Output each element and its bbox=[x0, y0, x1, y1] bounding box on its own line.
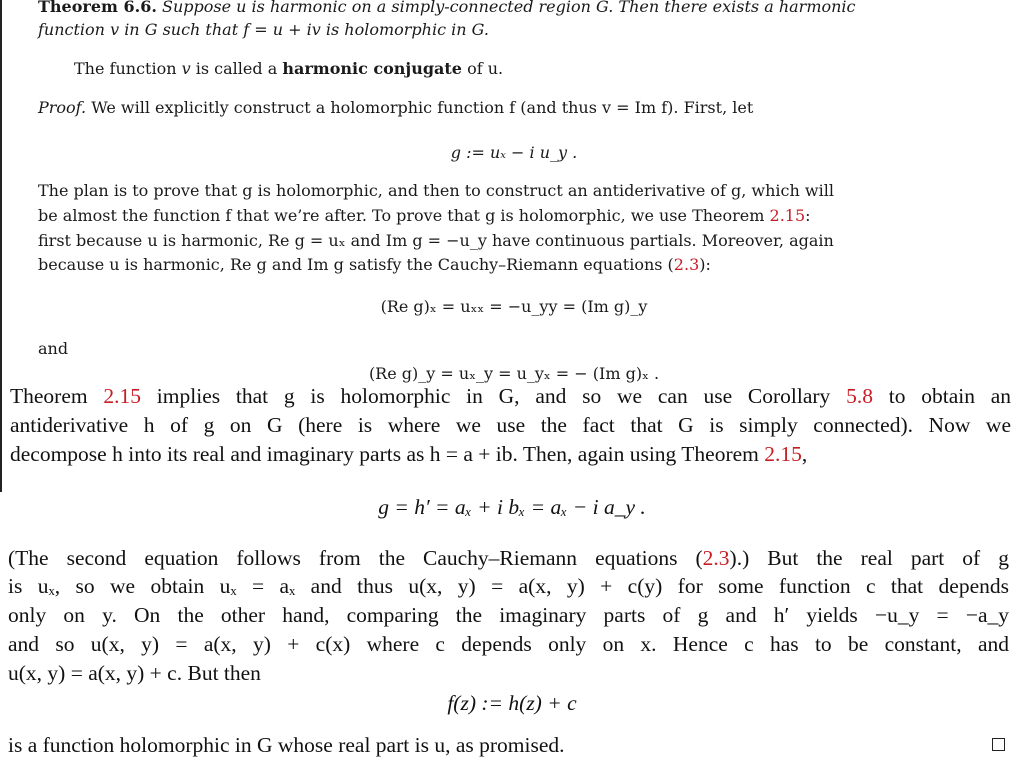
para3-line-2: is uₓ, so we obtain uₓ = aₓ and thus u(x, y) = a(x, y) + c(y) for some function c that depends bbox=[8, 574, 1009, 598]
theorem-ref-link-2[interactable]: 2.15 bbox=[103, 384, 142, 408]
final-line: is a function holomorphic in G whose real part is u, as promised. bbox=[8, 733, 565, 757]
para3-line-5: u(x, y) = a(x, y) + c. But then bbox=[8, 661, 261, 685]
theorem-statement-1: Suppose u is harmonic on a simply-connected region G. Then there exists a harmonic bbox=[162, 0, 856, 16]
para1-line-1: The plan is to prove that g is holomorphic, and then to construct an antiderivative of g, which will bbox=[38, 181, 834, 200]
para1-line-3: first because u is harmonic, Re g = uₓ and Im g = −u_y have continuous partials. Moreover, again bbox=[38, 231, 834, 250]
para1-line-4-end: ): bbox=[699, 255, 711, 274]
equation-cr2: (Re g)_y = uₓ_y = u_yₓ = − (Im g)ₓ . bbox=[368, 364, 660, 383]
para3-line-1 bbox=[8, 546, 1009, 571]
equation-ref-link-2[interactable]: 2.3 bbox=[702, 546, 730, 570]
definition-term: harmonic conjugate bbox=[282, 59, 462, 78]
definition-middle: is called a bbox=[195, 59, 278, 78]
para1-line-2-end: : bbox=[805, 206, 811, 225]
para2-line-3 bbox=[10, 442, 807, 467]
para3-line-1-b: ).) But the real part of g bbox=[729, 546, 1009, 570]
para2-line-3-a: decompose h into its real and imaginary parts as h = a + ib. Then, again using Theorem bbox=[10, 442, 759, 466]
para1-line-4-text: because u is harmonic, Re g and Im g satisfy the Cauchy–Riemann equations ( bbox=[38, 255, 674, 274]
qed-box-icon bbox=[992, 738, 1005, 751]
theorem-label: Theorem 6.6. bbox=[38, 0, 157, 16]
para3-line-1-a: (The second equation follows from the Cauchy–Riemann equations ( bbox=[8, 546, 703, 570]
theorem-line-1 bbox=[38, 0, 856, 16]
para1-line-4 bbox=[38, 255, 711, 274]
theorem-ref-link[interactable]: 2.15 bbox=[769, 206, 806, 225]
para2-line-1-a: Theorem bbox=[10, 384, 88, 408]
proof-intro-text: We will explicitly construct a holomorphic function f (and thus v = Im f). First, let bbox=[91, 98, 754, 117]
proof-label: Proof. bbox=[38, 98, 87, 117]
equation-ref-link[interactable]: 2.3 bbox=[673, 255, 700, 274]
para3-line-3: only on y. On the other hand, comparing the imaginary parts of g and h′ yields −u_y = −a_y bbox=[8, 603, 1009, 627]
equation-h: g = h′ = aₓ + i bₓ = aₓ − i a_y . bbox=[378, 495, 646, 519]
equation-f: f(z) := h(z) + c bbox=[447, 691, 577, 715]
and-word: and bbox=[38, 339, 69, 358]
equation-cr1: (Re g)ₓ = uₓₓ = −u_yy = (Im g)_y bbox=[380, 297, 648, 316]
para2-line-2: antiderivative h of g on G (here is where we use the fact that G is simply connected). Now we bbox=[10, 413, 1011, 437]
theorem-line-2: function v in G such that f = u + iv is holomorphic in G. bbox=[38, 20, 489, 39]
para3-line-4: and so u(x, y) = a(x, y) + c(x) where c depends only on x. Hence c has to be constant, and bbox=[8, 632, 1009, 656]
proof-intro bbox=[38, 98, 753, 117]
definition-var: v bbox=[181, 59, 191, 78]
para1-line-2-text: be almost the function f that we’re after. To prove that g is holomorphic, we use Theorem bbox=[38, 206, 765, 225]
definition-prefix: The function bbox=[74, 59, 177, 78]
para2-line-1-c: to obtain an bbox=[888, 384, 1012, 408]
para2-line-1-b: implies that g is holomorphic in G, and so we can use Corollary bbox=[156, 384, 831, 408]
definition-suffix: of u. bbox=[467, 59, 504, 78]
equation-g: g := uₓ − i u_y . bbox=[450, 143, 578, 162]
theorem-ref-link-3[interactable]: 2.15 bbox=[764, 442, 802, 466]
para1-line-2 bbox=[38, 206, 811, 225]
corollary-ref-link[interactable]: 5.8 bbox=[846, 384, 873, 408]
para2-line-1 bbox=[10, 384, 1011, 409]
para2-line-3-end: , bbox=[801, 442, 808, 466]
definition-line bbox=[74, 59, 503, 78]
